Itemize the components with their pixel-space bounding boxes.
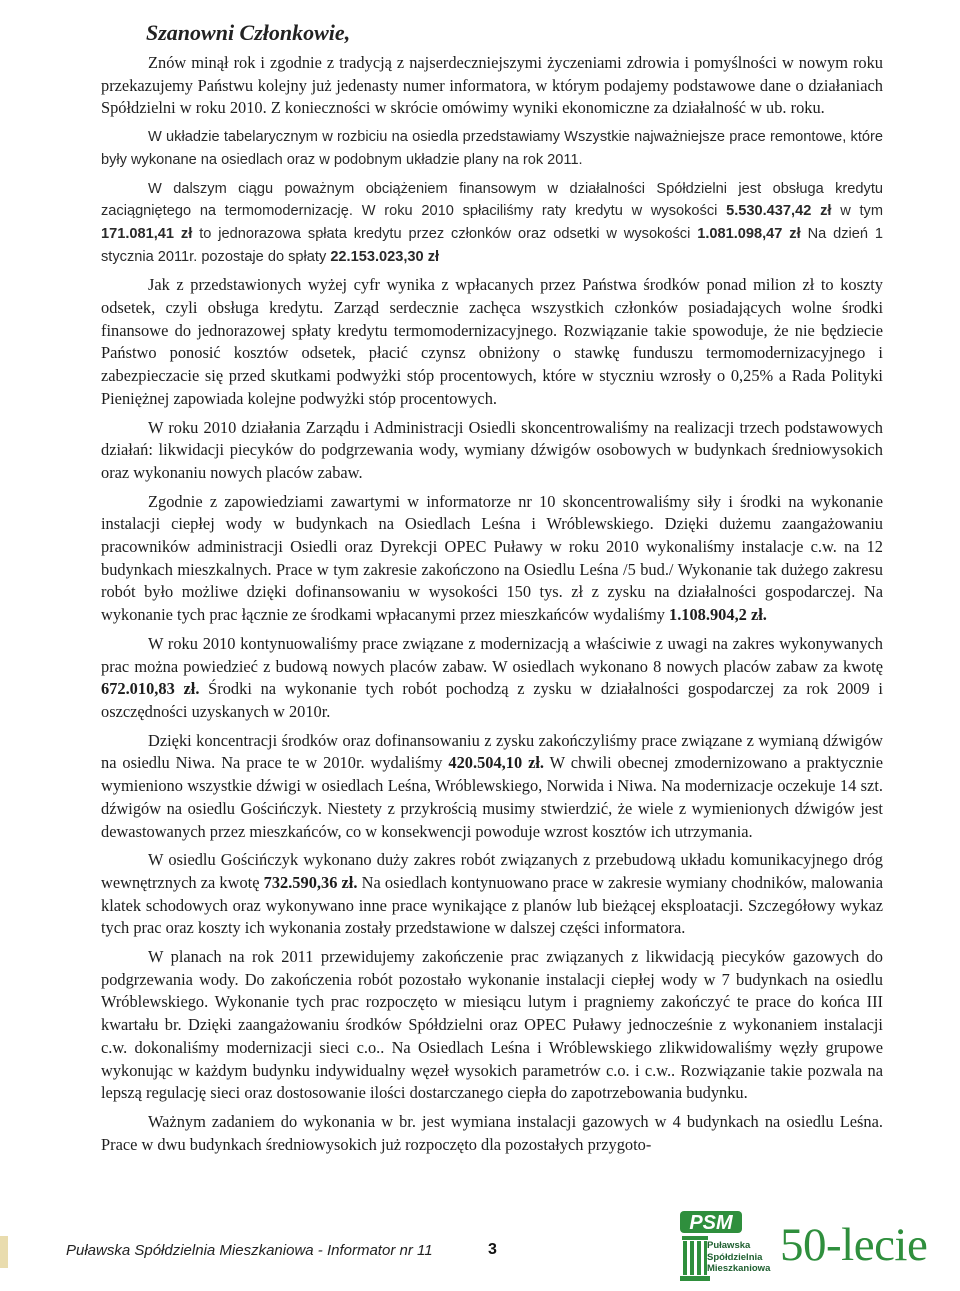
footer-accent-bar [0, 1236, 8, 1268]
text-run: Ważnym zadaniem do wykonania w br. jest wymiana instalacji gazowych w 4 budynkach na osiedlu Leśna. Prace w dwu budynkach średniowysokich już rozpoczęto dla pozostałych przygoto- [101, 1111, 883, 1154]
text-run: W planach na rok 2011 przewidujemy zakończenie prac związanych z likwidacją piecyków gazowych do podgrzewania wody. Do zakończenia robót pozostało wykonanie instalacji ciepłej wody w 7 budynkach na osiedlu Wróblewskiego. Wykonanie tych prac rozpoczęto w miesiącu lutym i pragniemy zakończyć te prace do końca III kwartału br. Dzięki zaangażowaniu środków Spółdzielni oraz OPEC Puławy jednocześnie z wykonaniem instalacji c.w. dokonaliśmy modernizacji sieci c.o.. Na Osiedlach Leśna i Wróblewskiego zlikwidowaliśmy węzły grupowe wykonując w każdym budynku indywidualny węzeł wysokich parametrów c.o. i c.w.. Rozwiązanie takie pozwala na lepszą regulację sieci oraz dostosowanie ilości dostarczanego ciepła do zapotrzebowania budynku. [101, 947, 883, 1103]
paragraph [101, 274, 883, 410]
paragraph [101, 491, 883, 627]
text-run: W roku 2010 działania Zarządu i Administracji Osiedli skoncentrowaliśmy na realizacji trzech podstawowych działań: likwidacji piecyków do podgrzewania wody, wymiany dźwigów osobowych w budynkach średniowysokich oraz wykonaniu nowych placów zabaw. [101, 417, 883, 482]
text-run: Na dzień 1 stycznia 2011r. pozostaje do spłaty [101, 225, 884, 265]
amount-bold: 1.108.904,2 zł. [669, 605, 767, 625]
logo-line-2: Spółdzielnia [707, 1251, 763, 1263]
anniversary-label: 50-lecie [780, 1219, 928, 1271]
paragraph [101, 417, 883, 485]
footer-publication: Puławska Spółdzielnia Mieszkaniowa - Informator nr 11 [66, 1242, 433, 1259]
text-run: to jednorazowa spłata kredytu przez członków oraz odsetki w wysokości [192, 225, 698, 242]
amount-bold: 22.153.023,30 zł [330, 248, 440, 265]
text-run: W dalszym ciągu poważnym obciążeniem finansowym w działalności Spółdzielni jest obsługa kredytu zaciągniętego na termomodernizację. W roku 2010 spłaciliśmy raty kredytu w wysokości [101, 180, 883, 220]
text-run: W układzie tabelarycznym w rozbiciu na osiedla przedstawiamy Wszystkie najważniejsze prace remontowe, które były wykonane na osiedlach oraz w podobnym układzie plany na rok 2011. [101, 129, 883, 168]
amount-bold: 420.504,10 zł. [448, 753, 545, 773]
text-run: Na osiedlach kontynuowano prace w zakresie wymiany chodników, malowania klatek schodowych oraz wykonywano inne prace wynikające z planów lub bieżącej eksploatacji. Szczegółowy wykaz tych prac oraz koszty ich wykonania zostały przedstawione w dalszej części informatora. [101, 872, 884, 938]
text-run: w tym [831, 203, 883, 220]
logo-caption [707, 1240, 770, 1275]
article-body [101, 52, 883, 1156]
text-run: W roku 2010 kontynuowaliśmy prace związane z modernizacją a właściwie z uwagi na zakres wykonywanych prac można powiedzieć z budową nowych placów zabaw. W osiedlach wykonano 8 nowych placów zabaw za kwotę [101, 633, 883, 676]
paragraph [101, 1111, 883, 1156]
paragraph [101, 126, 883, 171]
text-run: W osiedlu Gościńczyk wykonano duży zakres robót związanych z przebudową układu komunikacyjnego dróg wewnętrznych za kwotę [101, 850, 883, 892]
page-number: 3 [488, 1241, 497, 1258]
logo-line-1: Puławska [707, 1240, 751, 1251]
text-run: Środki na wykonanie tych robót pochodzą z zysku w działalności gospodarczej za rok 2009 i oszczędności uzyskanych w 2010r. [101, 679, 883, 721]
paragraph [101, 730, 883, 844]
paragraph [101, 633, 883, 724]
paragraph [101, 52, 883, 120]
text-run: Jak z przedstawionych wyżej cyfr wynika z wpłacanych przez Państwa środków ponad milion zł to koszty odsetek, czyli obsługa kredytu. Zarząd serdecznie zachęca wszystkich członków posiadających wolne środki finansowe do jednorazowej spłaty kredytu termomodernizacyjnego. Rozwiązanie takie spowoduje, że nie będziecie Państwo ponosić kosztów odsetek, płacić czynsz obniżony o stawkę funduszu termomodernizacyjnego i zabezpieczacie się przed skutkami podwyżki stóp procentowych, które w styczniu wzrosły o 0,25% a Rada Polityki Pieniężnej zapowiada kolejne podwyżki stóp procentowych. [101, 275, 883, 408]
logo-line-3: Mieszkaniowa [707, 1263, 771, 1274]
amount-bold: 171.081,41 zł [101, 225, 193, 242]
amount-bold: 672.010,83 zł. [101, 679, 200, 699]
page-heading: Szanowni Członkowie, [146, 20, 351, 45]
paragraph [101, 178, 883, 269]
amount-bold: 732.590,36 zł. [263, 872, 358, 892]
amount-bold: 1.081.098,47 zł [697, 225, 801, 242]
text-run: W chwili obecnej zmodernizowano a praktycznie wymieniono wszystkie dźwigi w osiedlach Leśna, Wróblewskiego, Norwida i Niwa. Na modernizacje oczekuje 14 szt. dźwigów na osiedlu Gościńczyk. Niestety z przykrością musimy stwierdzić, że wiele z wymienionych dźwigów jest dewastowanych przez mieszkańców, co w konsekwencji powoduje wzrost kosztów ich utrzymania. [101, 753, 883, 841]
text-run: Zgodnie z zapowiedziami zawartymi w informatorze nr 10 skoncentrowaliśmy siły i środki na wykonanie instalacji ciepłej wody w budynkach na Osiedlach Leśna i Wróblewskiego. Dzięki dużemu zaangażowaniu pracowników administracji Osiedli oraz Dyrekcji OPEC Puławy w roku 2010 wykonaliśmy instalacje c.w. na 12 budynkach mieszkalnych. Prace w tym zakresie zakończono na Osiedlu Leśna /5 bud./ Wykonanie tak dużego zakresu robót było możliwe dzięki dofinansowaniu w wysokości 150 tys. zł z zysku na działalności gospodarczej. Na wykonanie tych prac łącznie ze środkami wpłacanymi przez mieszkańców wydaliśmy [101, 491, 883, 625]
text-run: Dzięki koncentracji środków oraz dofinansowaniu z zysku zakończyliśmy prace związane z wymianą dźwigów na osiedlu Niwa. Na prace te w 2010r. wydaliśmy [101, 730, 883, 773]
paragraph [101, 946, 883, 1105]
logo-monogram: PSM [689, 1212, 733, 1234]
paragraph [101, 849, 883, 940]
amount-bold: 5.530.437,42 zł [726, 203, 832, 220]
text-run: Znów minął rok i zgodnie z tradycją z najserdeczniejszymi życzeniami zdrowia i pomyślności w nowym roku przekazujemy Państwu kolejny już jedenasty numer informatora, w którym podajemy podstawowe dane o działaniach Spółdzielni w roku 2010. Z konieczności w skrócie omówimy wyniki ekonomiczne za działalność w ub. roku. [101, 53, 883, 118]
